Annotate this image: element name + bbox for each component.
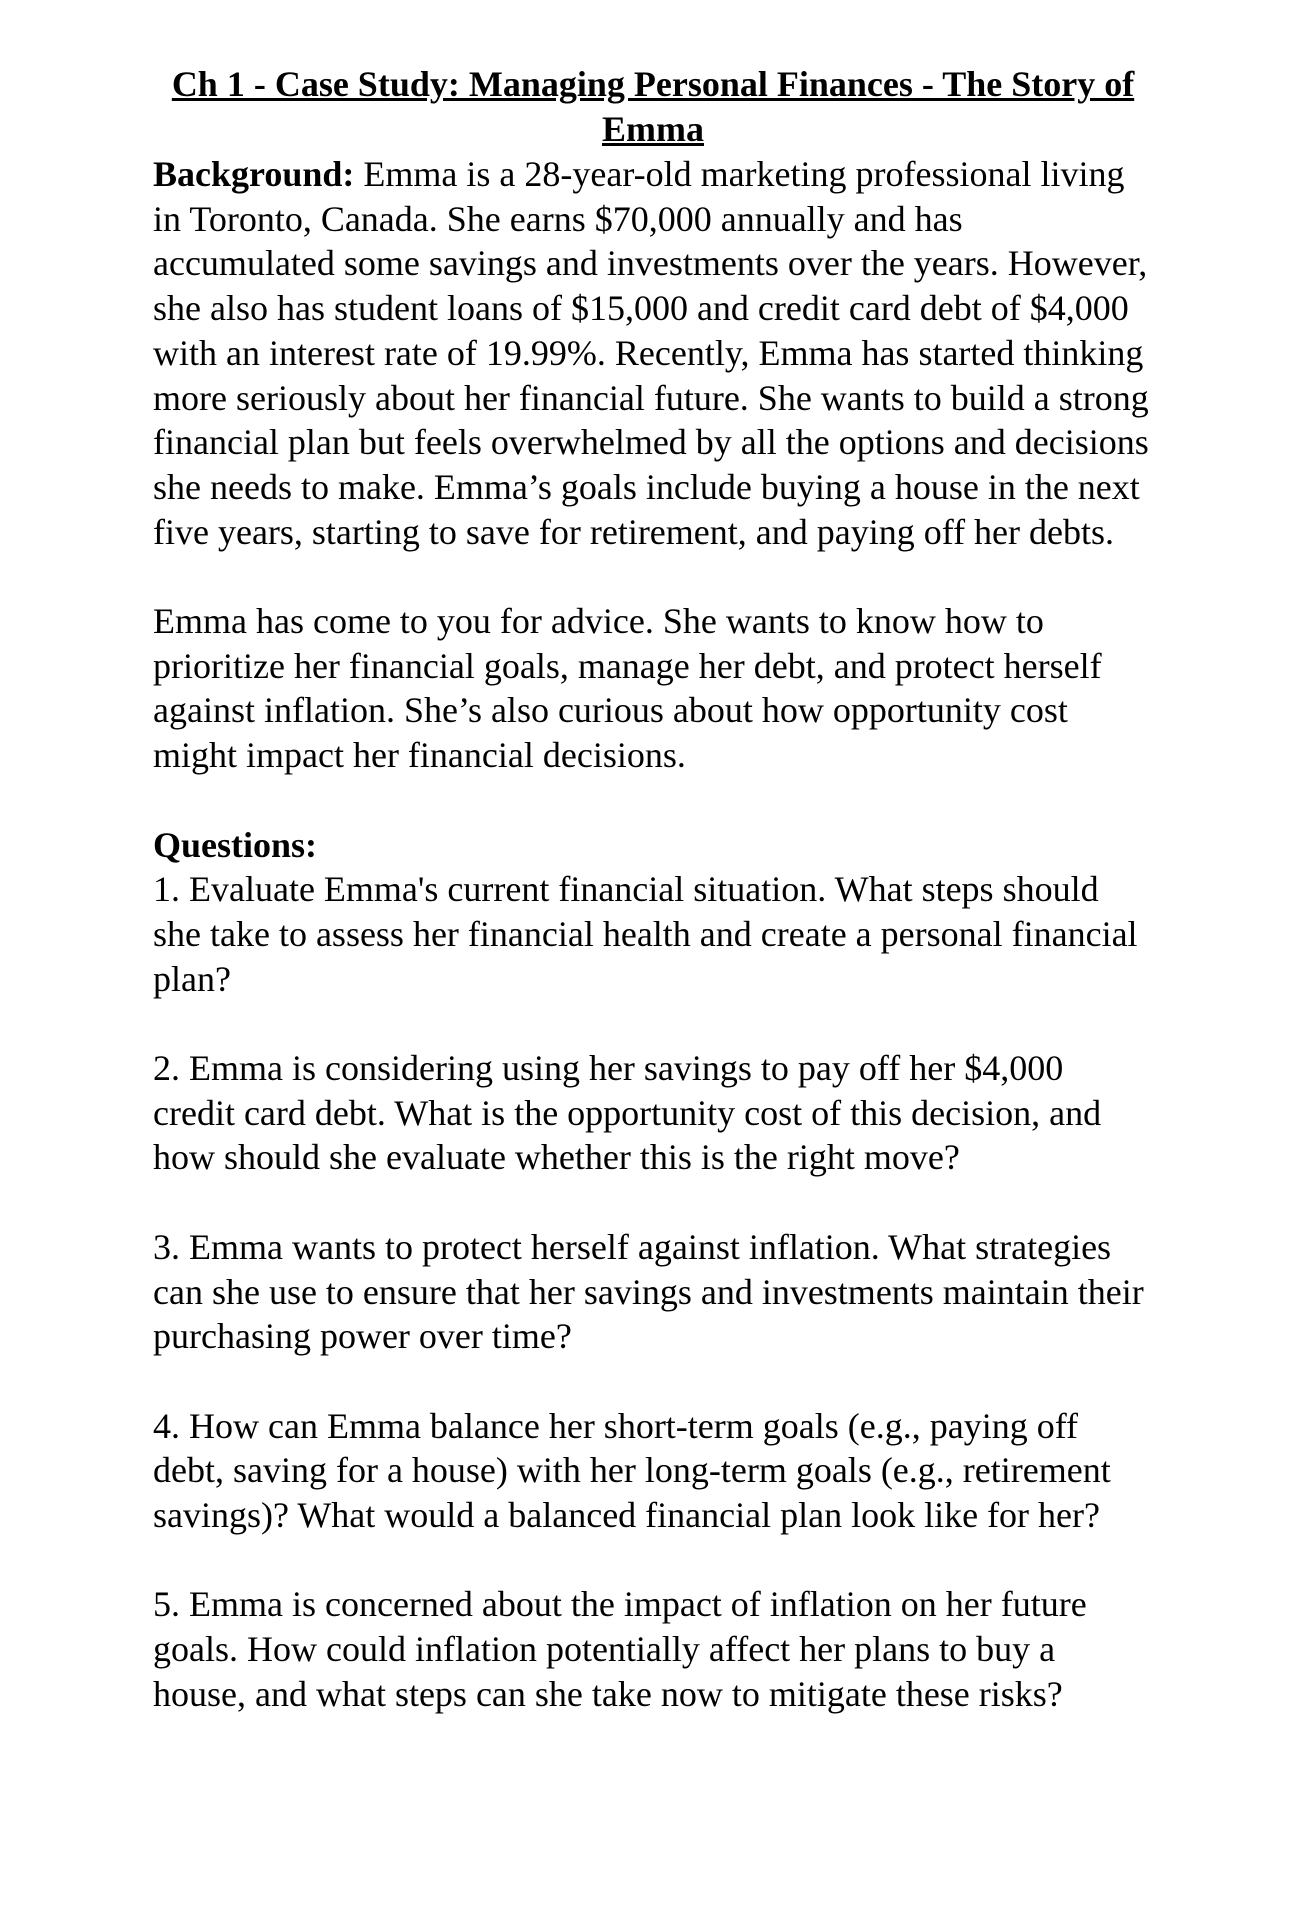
paragraph-spacer xyxy=(153,1538,1153,1583)
paragraph-spacer xyxy=(153,778,1153,823)
paragraph-spacer xyxy=(153,1001,1153,1046)
advice-paragraph: Emma has come to you for advice. She wants to know how to prioritize her financial goals, manage her debt, and protect herself against inflation. She’s also curious about how opportunity cost might impact her financial decisions. xyxy=(153,601,1102,776)
paragraph-spacer xyxy=(153,1359,1153,1404)
background-label: Background: xyxy=(153,154,355,194)
paragraph-spacer xyxy=(153,1180,1153,1225)
document-page xyxy=(153,62,1153,1717)
background-paragraph xyxy=(153,152,1153,554)
background-text: Emma is a 28-year-old marketing professional living in Toronto, Canada. She earns $70,000 annually and has accumulated some savings and investments over the years. However, she also has student loans of $15,000 and credit card debt of $4,000 with an interest rate of 19.99%. Recently, Emma has started thinking more seriously about her financial future. She wants to build a strong financial plan but feels overwhelmed by all the options and decisions she needs to make. Emma’s goals include buying a house in the next five years, starting to save for retirement, and paying off her debts. xyxy=(153,154,1149,552)
question-2: 2. Emma is considering using her savings to pay off her $4,000 credit card debt. What is the opportunity cost of this decision, and how should she evaluate whether this is the right move? xyxy=(153,1048,1102,1178)
document-title: Ch 1 - Case Study: Managing Personal Finances - The Story of Emma xyxy=(171,64,1135,149)
question-4: 4. How can Emma balance her short-term goals (e.g., paying off debt, saving for a house) with her long-term goals (e.g., retirement savings)? What would a balanced financial plan look like for her? xyxy=(153,1405,1111,1536)
question-1: 1. Evaluate Emma's current financial situation. What steps should she take to assess her financial health and create a personal financial plan? xyxy=(153,869,1138,999)
questions-heading: Questions: xyxy=(153,824,318,865)
question-3: 3. Emma wants to protect herself against inflation. What strategies can she use to ensure that her savings and investments maintain their purchasing power over time? xyxy=(153,1226,1144,1357)
question-5: 5. Emma is concerned about the impact of inflation on her future goals. How could inflation potentially affect her plans to buy a house, and what steps can she take now to mitigate these risks? xyxy=(153,1584,1087,1714)
paragraph-spacer xyxy=(153,554,1153,599)
